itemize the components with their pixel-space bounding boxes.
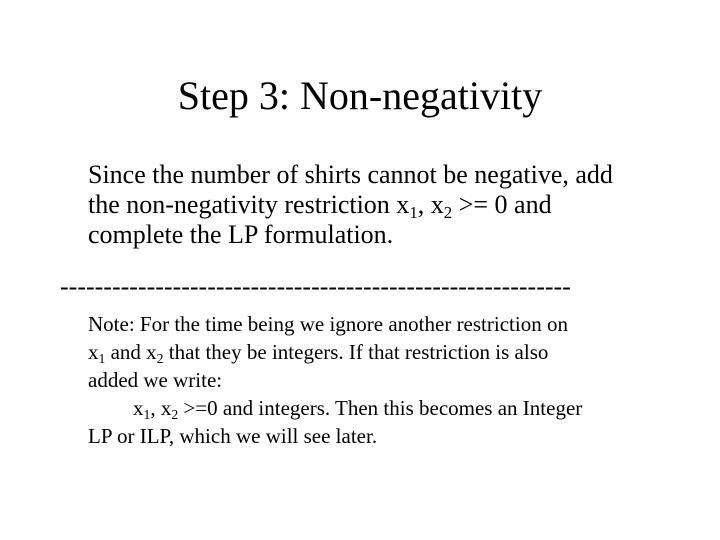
main-line-2 — [88, 190, 688, 223]
note-line-4 — [88, 394, 688, 422]
note-line-2-text-b: and x — [105, 340, 157, 364]
note-subscript-2: 2 — [156, 351, 164, 367]
note-line-4-text-a: x — [133, 396, 144, 420]
note-line-2-text-a: x — [88, 340, 99, 364]
main-paragraph — [88, 160, 688, 250]
main-line-3: complete the LP formulation. — [88, 220, 394, 249]
note-line-3: added we write: — [88, 368, 223, 392]
subscript-1: 1 — [409, 203, 418, 223]
slide-title: Step 3: Non-negativity — [177, 73, 543, 118]
dashed-divider: ----------------------------------------------------------- — [60, 272, 571, 301]
main-line-2-text-b: , x — [417, 190, 444, 219]
note-line-4-text-c: >=0 and integers. Then this becomes an Integer — [178, 396, 583, 420]
note-line-5: LP or ILP, which we will see later. — [88, 424, 378, 448]
main-line-2-text-c: >= 0 and — [452, 190, 552, 219]
note-subscript-1: 1 — [98, 351, 106, 367]
note-line-4-subscript-1: 1 — [143, 407, 151, 423]
note-line-1: Note: For the time being we ignore another restriction on — [88, 312, 568, 336]
note-line-2 — [88, 338, 688, 366]
note-line-4-text-b: , x — [150, 396, 172, 420]
main-line-1: Since the number of shirts cannot be negative, add — [88, 160, 613, 189]
main-line-2-text-a: the non-negativity restriction x — [88, 190, 410, 219]
note-line-2-text-c: that they be integers. If that restriction is also — [163, 340, 549, 364]
note-line-4-subscript-2: 2 — [171, 407, 179, 423]
subscript-2: 2 — [443, 203, 453, 223]
note-paragraph — [88, 310, 688, 450]
